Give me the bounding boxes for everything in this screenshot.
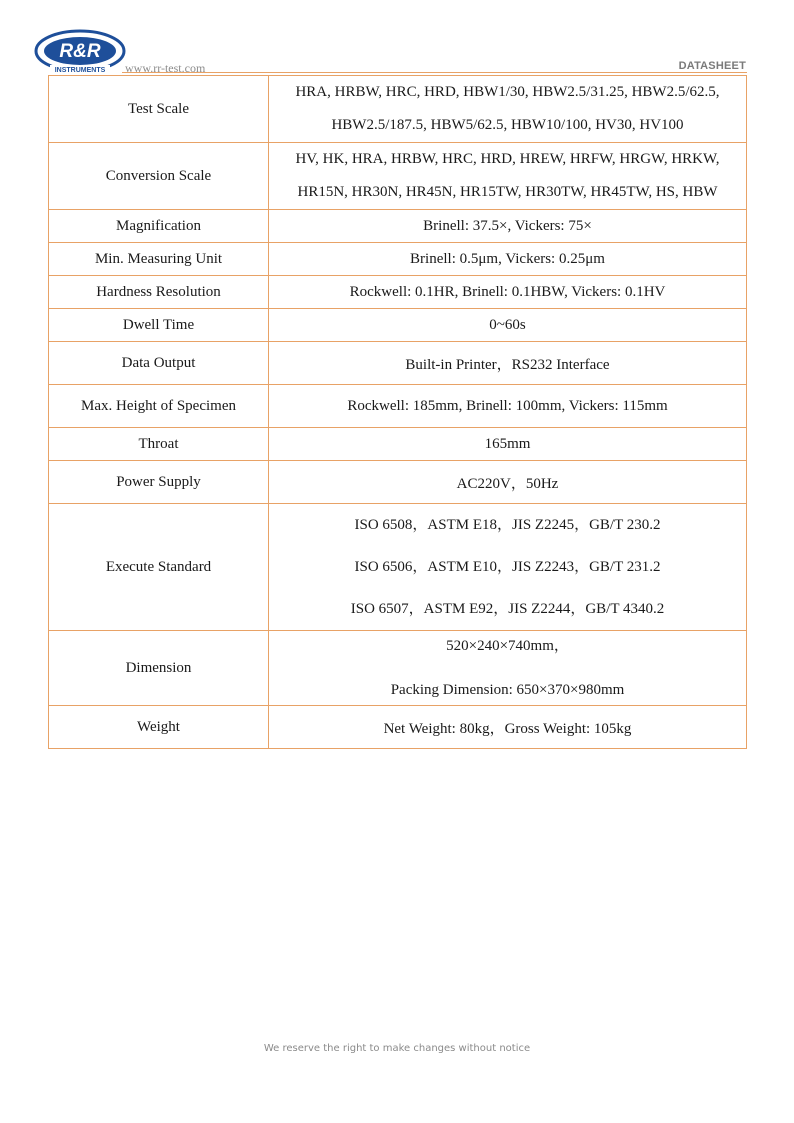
header-divider [122,72,747,73]
table-row [49,276,747,309]
document-type: DATASHEET [678,60,746,72]
value-line: HRA, HRBW, HRC, HRD, HBW1/30, HBW2.5/31.25, HBW2.5/62.5, [295,84,720,100]
row-label: Min. Measuring Unit [49,243,269,276]
row-label: Throat [49,428,269,461]
table-row [49,309,747,342]
row-label: Dwell Time [49,309,269,342]
table-row [49,631,747,706]
value-line: ISO 6508，ASTM E18，JIS Z2245，GB/T 230.2 [354,517,661,533]
row-value: Brinell: 37.5×, Vickers: 75× [269,210,747,243]
row-label: Power Supply [49,461,269,504]
value-line: ISO 6507，ASTM E92，JIS Z2244，GB/T 4340.2 [350,601,665,617]
row-value: Rockwell: 0.1HR, Brinell: 0.1HBW, Vickers: 0.1HV [269,276,747,309]
row-value [269,143,747,210]
row-value: Brinell: 0.5μm, Vickers: 0.25μm [269,243,747,276]
table-row [49,504,747,631]
row-label: Conversion Scale [49,143,269,210]
row-value: Built-in Printer，RS232 Interface [269,342,747,385]
row-label: Magnification [49,210,269,243]
row-value: Rockwell: 185mm, Brinell: 100mm, Vickers: 115mm [269,385,747,428]
row-value [269,504,747,631]
row-label: Execute Standard [49,504,269,631]
website-link[interactable]: www.rr-test.com [125,61,206,75]
row-value [269,76,747,143]
row-label: Hardness Resolution [49,276,269,309]
row-label: Test Scale [49,76,269,143]
specification-table [48,75,747,749]
table-row [49,428,747,461]
value-line: HBW2.5/187.5, HBW5/62.5, HBW10/100, HV30, HV100 [331,117,684,133]
value-line [273,656,742,680]
table-row [49,385,747,428]
footer-notice: We reserve the right to make changes without notice [263,1043,531,1054]
row-value: 165mm [269,428,747,461]
row-label: Weight [49,706,269,749]
company-logo [34,28,126,76]
row-label: Dimension [49,631,269,706]
table-row [49,461,747,504]
logo-text: R&R [59,41,101,62]
table-row [49,143,747,210]
table-row [49,243,747,276]
value-line: HR15N, HR30N, HR45N, HR15TW, HR30TW, HR45TW, HS, HBW [297,184,718,200]
table-row [49,210,747,243]
value-line: 520×240×740mm， [446,638,569,654]
row-value: Net Weight: 80kg，Gross Weight: 105kg [269,706,747,749]
row-value: 0~60s [269,309,747,342]
table-row [49,76,747,143]
table-row [49,342,747,385]
row-value: AC220V，50Hz [269,461,747,504]
table-row [49,706,747,749]
row-value [269,631,747,706]
logo-subtext: INSTRUMENTS [54,67,106,74]
value-line: ISO 6506，ASTM E10，JIS Z2243，GB/T 231.2 [354,559,661,575]
value-line: HV, HK, HRA, HRBW, HRC, HRD, HREW, HRFW, HRGW, HRKW, [295,151,720,167]
value-line: Packing Dimension: 650×370×980mm [390,682,625,698]
row-label: Data Output [49,342,269,385]
row-label: Max. Height of Specimen [49,385,269,428]
